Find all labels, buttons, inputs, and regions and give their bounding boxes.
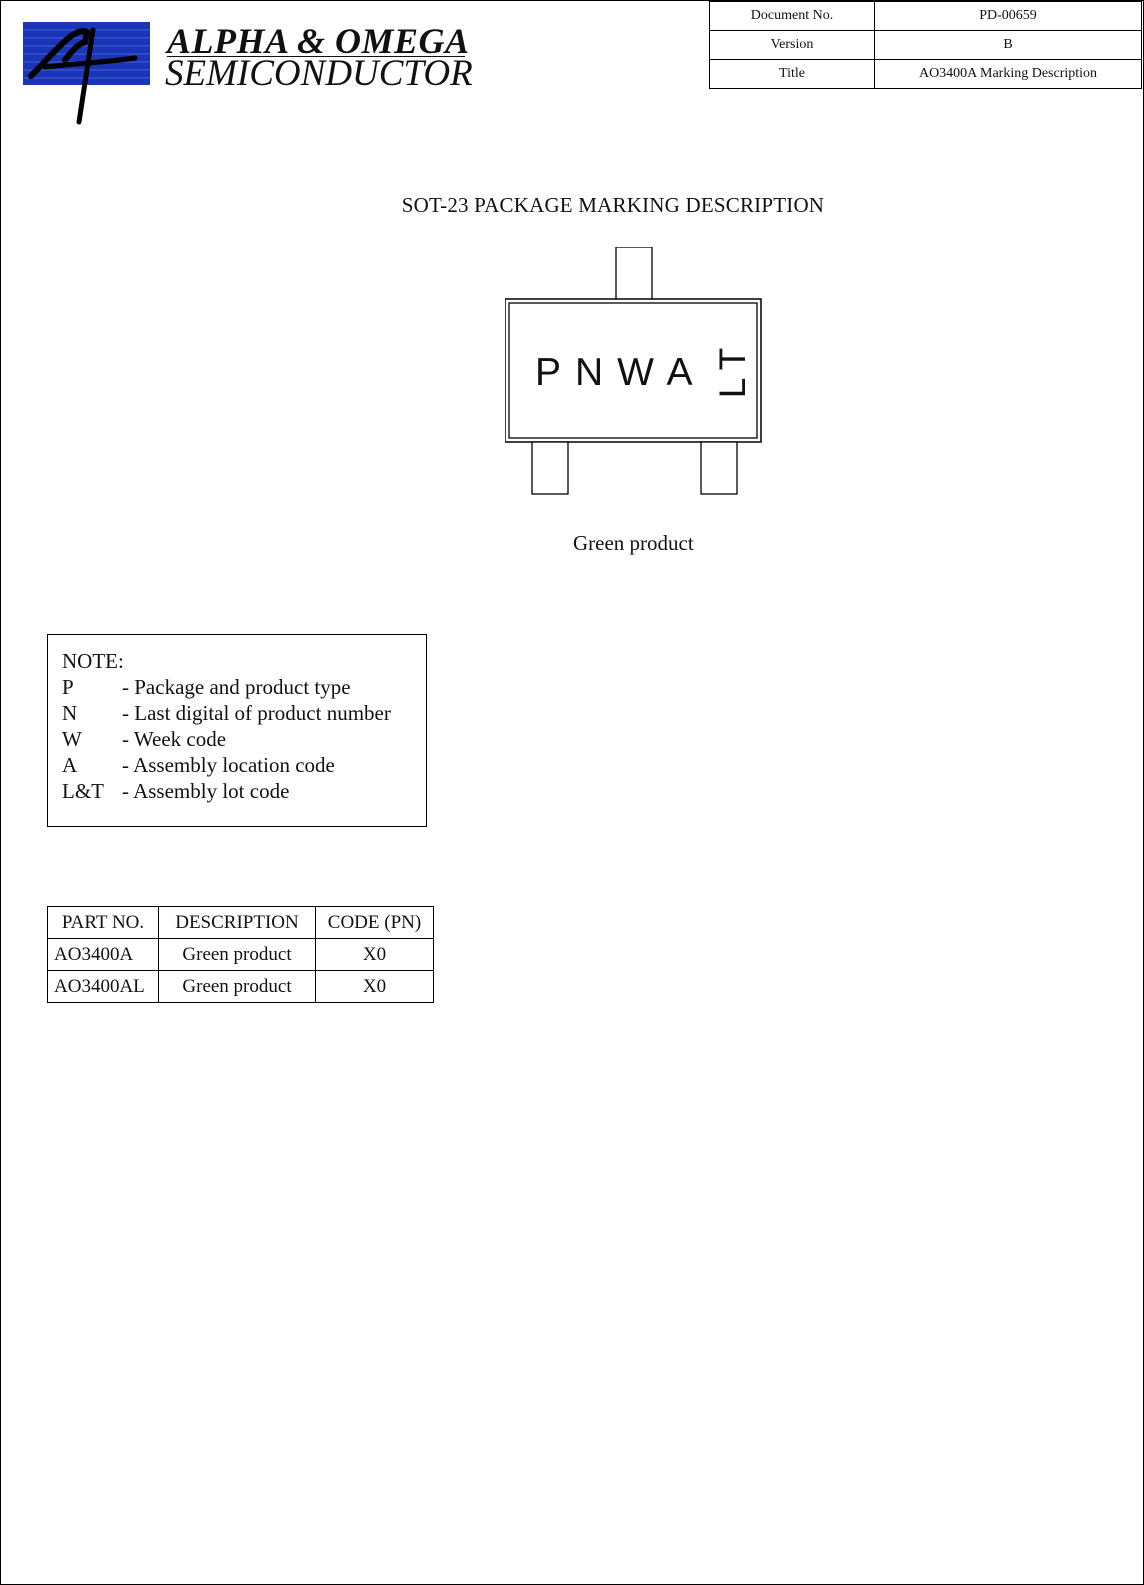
page-title: SOT-23 PACKAGE MARKING DESCRIPTION: [401, 193, 825, 217]
column-header-code: CODE (PN): [316, 907, 434, 939]
marking-lot-code: LT: [712, 337, 753, 399]
column-header-description: DESCRIPTION: [159, 907, 316, 939]
table-header-row: [48, 907, 434, 939]
table-row: [48, 971, 434, 1003]
part-number-cell: AO3400AL: [48, 971, 159, 1003]
doc-info-row: [710, 60, 1142, 89]
description-cell: Green product: [159, 939, 316, 971]
note-code: L&T: [62, 779, 104, 803]
note-code: P: [62, 675, 74, 699]
note-description: - Assembly location code: [122, 753, 335, 777]
code-cell: X0: [316, 971, 434, 1003]
description-cell: Green product: [159, 971, 316, 1003]
note-code: W: [62, 727, 82, 751]
marking-code: PNWA: [535, 351, 707, 394]
note-heading: NOTE:: [62, 649, 124, 673]
note-description: - Last digital of product number: [122, 701, 391, 725]
doc-info-row: [710, 2, 1142, 31]
part-number-cell: AO3400A: [48, 939, 159, 971]
document-info-table: [709, 1, 1142, 89]
doc-info-row: [710, 31, 1142, 60]
part-number-table: [47, 906, 434, 1003]
note-description: - Week code: [122, 727, 227, 751]
table-row: [48, 939, 434, 971]
note-box: [47, 634, 427, 827]
company-subname: SEMICONDUCTOR: [165, 53, 473, 94]
note-description: - Assembly lot code: [122, 779, 290, 803]
column-header-part-no: PART NO.: [48, 907, 159, 939]
code-cell: X0: [316, 939, 434, 971]
sot23-package-diagram: [505, 247, 763, 497]
version-value: B: [875, 31, 1142, 60]
doc-number-value: PD-00659: [875, 2, 1142, 31]
note-code: A: [62, 753, 78, 777]
package-caption: Green product: [573, 531, 694, 555]
version-label: Version: [710, 31, 875, 60]
title-label: Title: [710, 60, 875, 89]
note-description: - Package and product type: [122, 675, 351, 699]
logo-emblem: [23, 22, 150, 85]
doc-number-label: Document No.: [710, 2, 875, 31]
note-code: N: [62, 701, 78, 725]
company-logo: [23, 20, 483, 130]
company-name: ALPHA & OMEGA: [167, 21, 470, 61]
title-value: AO3400A Marking Description: [875, 60, 1142, 89]
